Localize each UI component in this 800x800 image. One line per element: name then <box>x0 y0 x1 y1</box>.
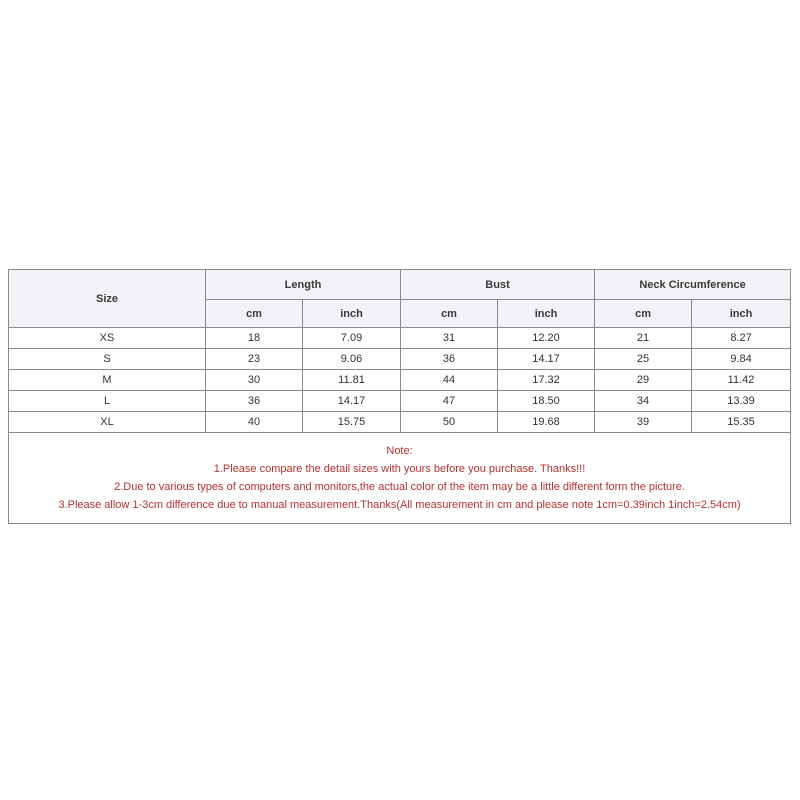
size-cell: M <box>9 370 206 391</box>
value-cell: 19.68 <box>498 412 595 433</box>
unit-header: inch <box>692 300 791 328</box>
notes-block <box>9 433 791 524</box>
value-cell: 12.20 <box>498 328 595 349</box>
unit-header: inch <box>498 300 595 328</box>
value-cell: 29 <box>595 370 692 391</box>
value-cell: 11.81 <box>303 370 401 391</box>
size-cell: L <box>9 391 206 412</box>
value-cell: 44 <box>401 370 498 391</box>
value-cell: 23 <box>206 349 303 370</box>
value-cell: 40 <box>206 412 303 433</box>
value-cell: 9.84 <box>692 349 791 370</box>
value-cell: 17.32 <box>498 370 595 391</box>
unit-header: inch <box>303 300 401 328</box>
note-title: Note: <box>386 445 413 457</box>
unit-header: cm <box>595 300 692 328</box>
value-cell: 7.09 <box>303 328 401 349</box>
size-cell: S <box>9 349 206 370</box>
value-cell: 47 <box>401 391 498 412</box>
value-cell: 34 <box>595 391 692 412</box>
value-cell: 36 <box>206 391 303 412</box>
value-cell: 13.39 <box>692 391 791 412</box>
table-row <box>9 349 791 370</box>
table-row <box>9 370 791 391</box>
notes-row <box>9 433 791 524</box>
note-line: 2.Due to various types of computers and monitors,the actual color of the item may be a little different form the picture. <box>114 481 685 493</box>
value-cell: 8.27 <box>692 328 791 349</box>
value-cell: 18.50 <box>498 391 595 412</box>
size-header: Size <box>9 270 206 328</box>
value-cell: 30 <box>206 370 303 391</box>
value-cell: 9.06 <box>303 349 401 370</box>
value-cell: 21 <box>595 328 692 349</box>
size-chart-table <box>8 269 791 524</box>
header-row-groups <box>9 270 791 300</box>
length-header: Length <box>206 270 401 300</box>
value-cell: 14.17 <box>303 391 401 412</box>
neck-circumference-header: Neck Circumference <box>595 270 791 300</box>
note-line: 1.Please compare the detail sizes with yours before you purchase. Thanks!!! <box>213 463 586 475</box>
value-cell: 36 <box>401 349 498 370</box>
value-cell: 15.35 <box>692 412 791 433</box>
value-cell: 18 <box>206 328 303 349</box>
size-cell: XS <box>9 328 206 349</box>
value-cell: 15.75 <box>303 412 401 433</box>
unit-header: cm <box>206 300 303 328</box>
value-cell: 31 <box>401 328 498 349</box>
value-cell: 14.17 <box>498 349 595 370</box>
size-cell: XL <box>9 412 206 433</box>
value-cell: 39 <box>595 412 692 433</box>
value-cell: 11.42 <box>692 370 791 391</box>
bust-header: Bust <box>401 270 595 300</box>
table-row <box>9 412 791 433</box>
note-line: 3.Please allow 1-3cm difference due to manual measurement.Thanks(All measurement in cm and please note 1cm=0.39inch 1inch=2.54cm) <box>58 499 741 511</box>
value-cell: 50 <box>401 412 498 433</box>
table-row <box>9 391 791 412</box>
value-cell: 25 <box>595 349 692 370</box>
unit-header: cm <box>401 300 498 328</box>
table-row <box>9 328 791 349</box>
